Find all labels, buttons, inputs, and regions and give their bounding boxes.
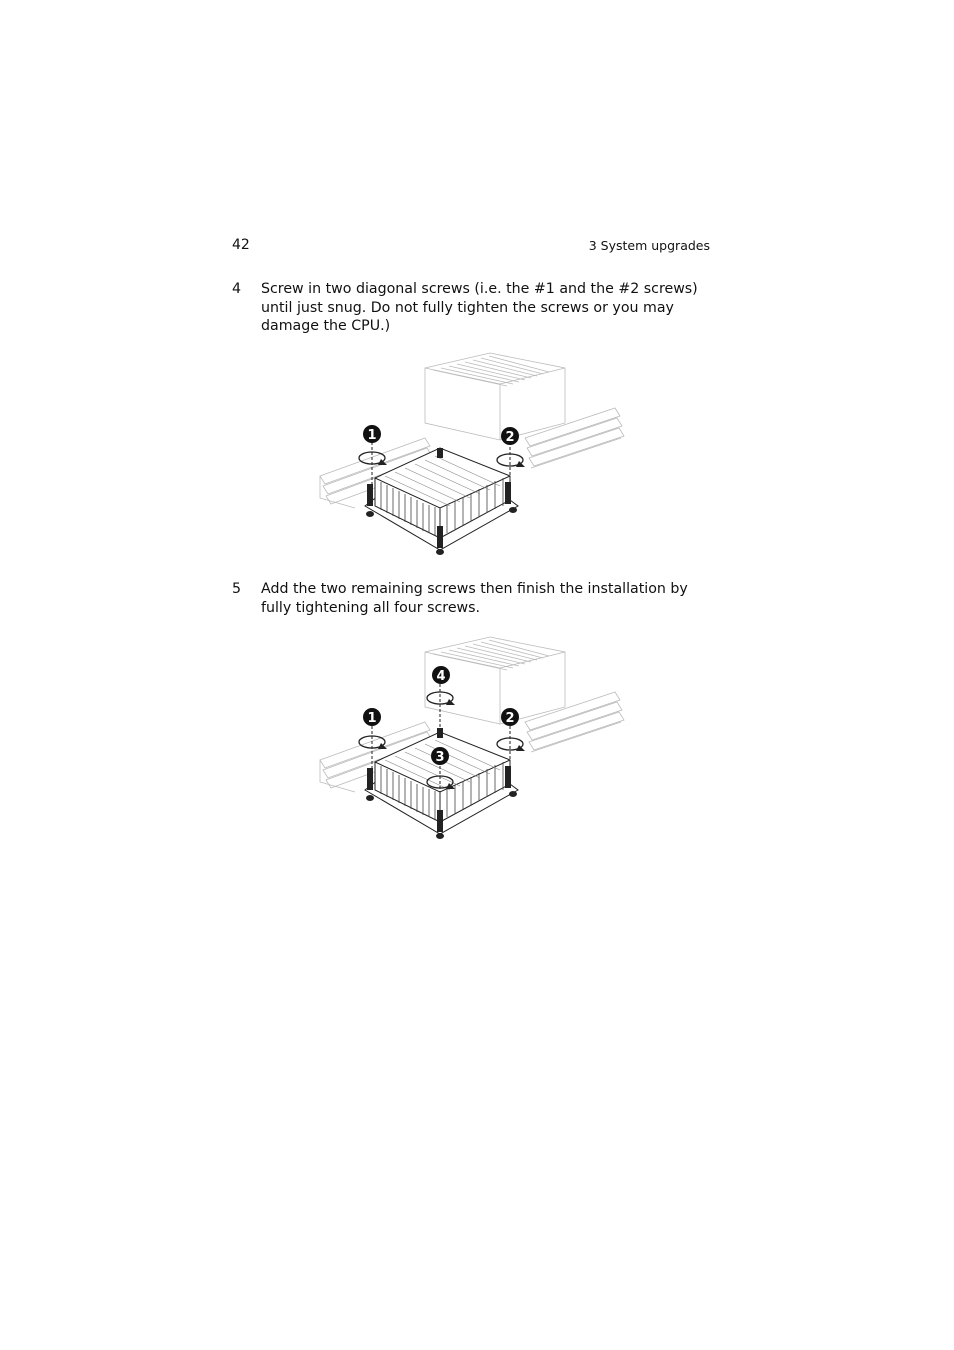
callout-3	[431, 747, 449, 765]
step-number: 4	[232, 281, 242, 297]
callout-1	[363, 708, 381, 726]
svg-text:1: 1	[367, 428, 377, 443]
svg-text:4: 4	[436, 669, 446, 684]
svg-text:3: 3	[435, 750, 445, 765]
step-text: Add the two remaining screws then finish the installation by fully tightening all four screws.	[261, 581, 688, 616]
callout-1	[363, 425, 381, 443]
callout-2	[501, 708, 519, 726]
step-number: 5	[232, 581, 242, 597]
callout-4	[432, 666, 450, 684]
page-number: 42	[232, 237, 250, 253]
step-text: Screw in two diagonal screws (i.e. the #1 and the #2 screws) until just snug. Do not fully tighten the screws or you may damage the CPU.)	[261, 281, 698, 334]
running-head: 3 System upgrades	[588, 238, 710, 253]
callout-2	[501, 427, 519, 445]
heatsink-illustration-step-4	[315, 348, 625, 564]
svg-text:1: 1	[367, 711, 377, 726]
heatsink-illustration-step-5	[315, 632, 625, 848]
svg-text:2: 2	[505, 430, 515, 445]
svg-text:2: 2	[505, 711, 515, 726]
